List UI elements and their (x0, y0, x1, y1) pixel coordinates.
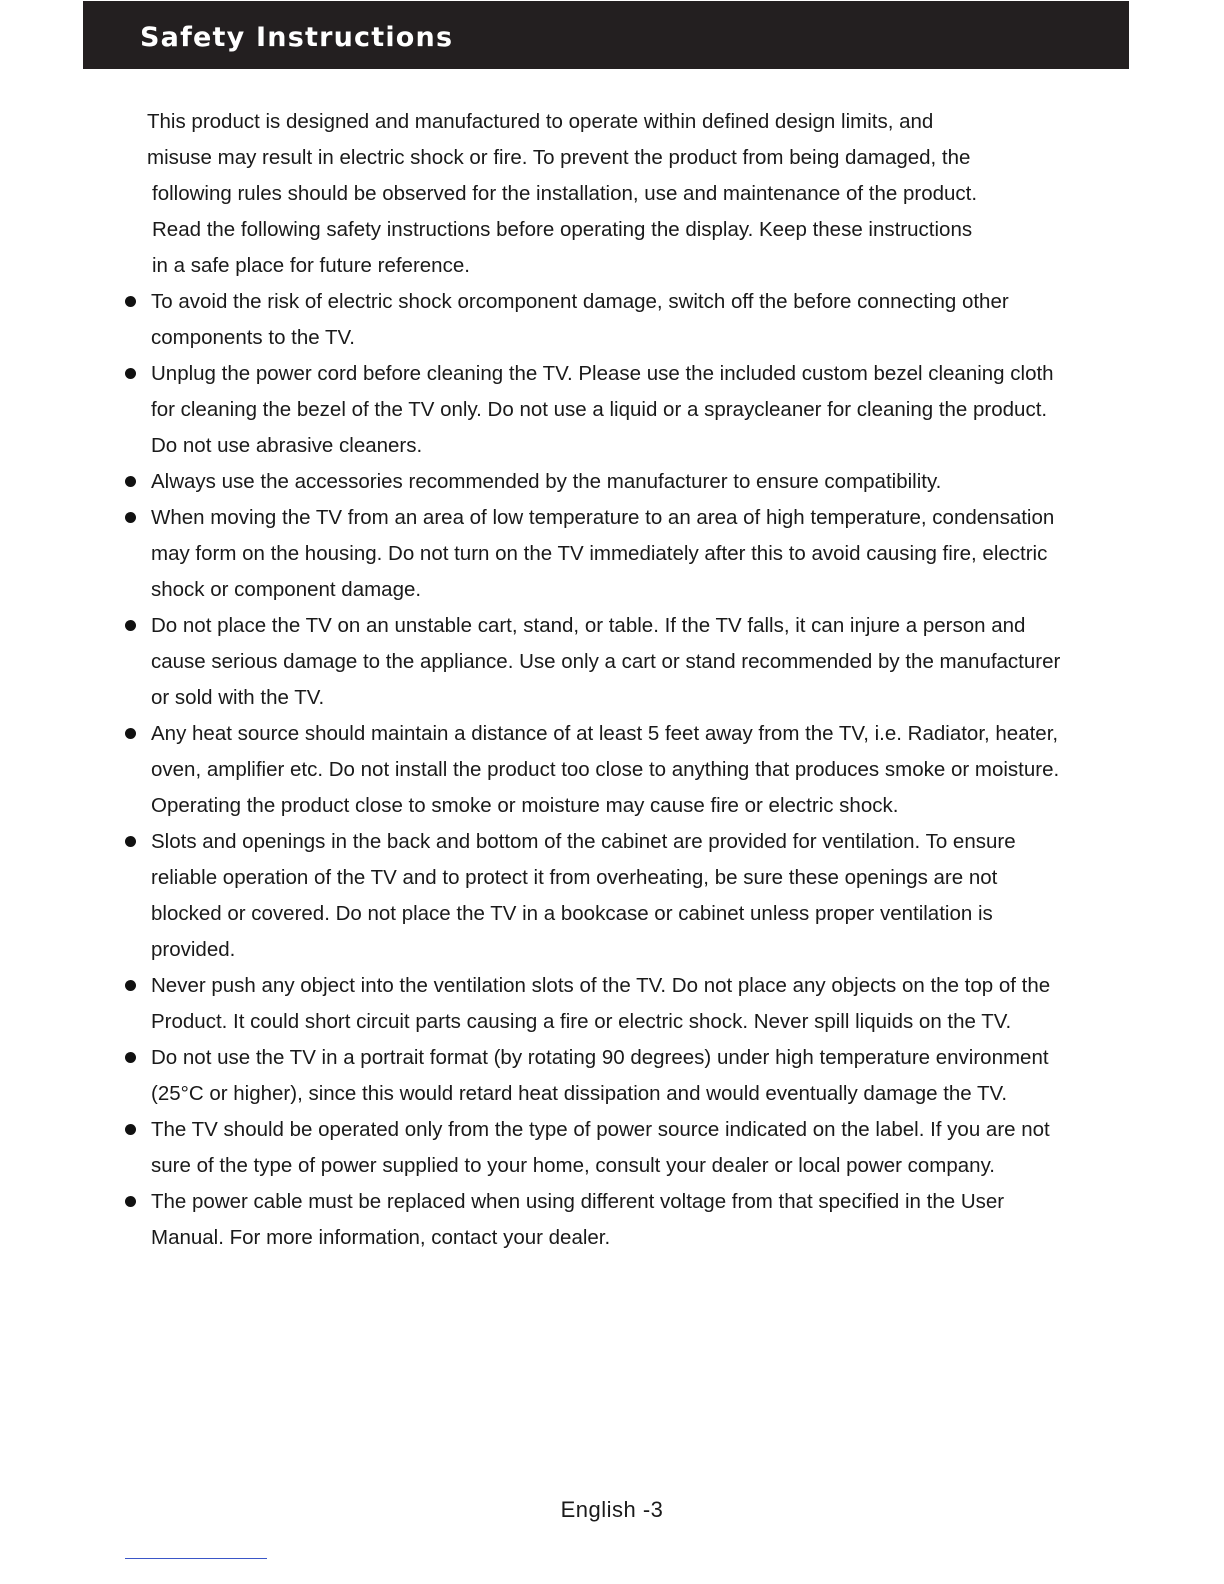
bullet-icon (125, 512, 136, 523)
list-item-text: Do not use the TV in a portrait format (by rotating 90 degrees) under high temperature environment (25°C or higher), since this would retard heat dissipation and would eventually damage the TV. (151, 1046, 1049, 1105)
list-item (0, 1184, 1071, 1256)
intro-line: This product is designed and manufactured to operate within defined design limits, and (147, 110, 934, 133)
page-number: English -3 (560, 1497, 664, 1522)
bullet-icon (125, 728, 136, 739)
list-item (0, 608, 1071, 716)
intro-line: Read the following safety instructions before operating the display. Keep these instructions (152, 218, 973, 241)
bullet-icon (125, 980, 136, 991)
safety-rules-list (0, 284, 1224, 1256)
list-item (0, 824, 1071, 968)
bullet-icon (125, 836, 136, 847)
footnote-divider (125, 1558, 267, 1559)
intro-paragraph (0, 104, 1224, 284)
list-item-text: When moving the TV from an area of low temperature to an area of high temperature, condensation may form on the housing. Do not turn on the TV immediately after this to avoid causing fire, electric shock or component damage. (151, 506, 1055, 601)
list-item-text: Always use the accessories recommended by the manufacturer to ensure compatibility. (151, 470, 942, 493)
bullet-icon (125, 1052, 136, 1063)
list-item-text: Never push any object into the ventilation slots of the TV. Do not place any objects on the top of the Product. It could short circuit parts causing a fire or electric shock. Never spill liquids on the TV. (151, 974, 1051, 1033)
list-item (0, 500, 1071, 608)
bullet-icon (125, 368, 136, 379)
list-item-text: Any heat source should maintain a distance of at least 5 feet away from the TV, i.e. Radiator, heater, oven, amplifier etc. Do not install the product too close to anything that produces smoke or moisture. Operating the product close to smoke or moisture may cause fire or electric shock. (151, 722, 1060, 817)
section-header-bar (83, 1, 1129, 69)
list-item-text: Do not place the TV on an unstable cart, stand, or table. If the TV falls, it can injure a person and cause serious damage to the appliance. Use only a cart or stand recommended by the manufacturer or sold with the TV. (151, 614, 1061, 709)
document-body (0, 104, 1224, 1256)
bullet-icon (125, 1124, 136, 1135)
list-item (0, 716, 1071, 824)
list-item-text: The TV should be operated only from the type of power source indicated on the label. If you are not sure of the type of power supplied to your home, consult your dealer or local power company. (151, 1118, 1050, 1177)
list-item (0, 284, 1071, 356)
list-item (0, 968, 1071, 1040)
list-item (0, 356, 1071, 464)
list-item-text: The power cable must be replaced when using different voltage from that specified in the User Manual. For more information, contact your dealer. (151, 1190, 1005, 1249)
bullet-icon (125, 620, 136, 631)
bullet-icon (125, 296, 136, 307)
list-item-text: Slots and openings in the back and bottom of the cabinet are provided for ventilation. To ensure reliable operation of the TV and to protect it from overheating, be sure these openings are not blocked or covered. Do not place the TV in a bookcase or cabinet unless proper ventilation is provided. (151, 830, 1016, 961)
list-item (0, 1112, 1071, 1184)
list-item (0, 1040, 1071, 1112)
intro-line: following rules should be observed for the installation, use and maintenance of the product. (152, 182, 978, 205)
page-title: Safety Instructions (140, 22, 454, 53)
intro-line: misuse may result in electric shock or fire. To prevent the product from being damaged, the (147, 146, 971, 169)
list-item-text: To avoid the risk of electric shock orcomponent damage, switch off the before connecting other components to the TV. (151, 290, 1009, 349)
bullet-icon (125, 1196, 136, 1207)
list-item (0, 464, 1071, 500)
bullet-icon (125, 476, 136, 487)
list-item-text: Unplug the power cord before cleaning the TV. Please use the included custom bezel cleaning cloth for cleaning the bezel of the TV only. Do not use a liquid or a spraycleaner for cleaning the product. Do not use abrasive cleaners. (151, 362, 1054, 457)
intro-line: in a safe place for future reference. (152, 254, 470, 277)
